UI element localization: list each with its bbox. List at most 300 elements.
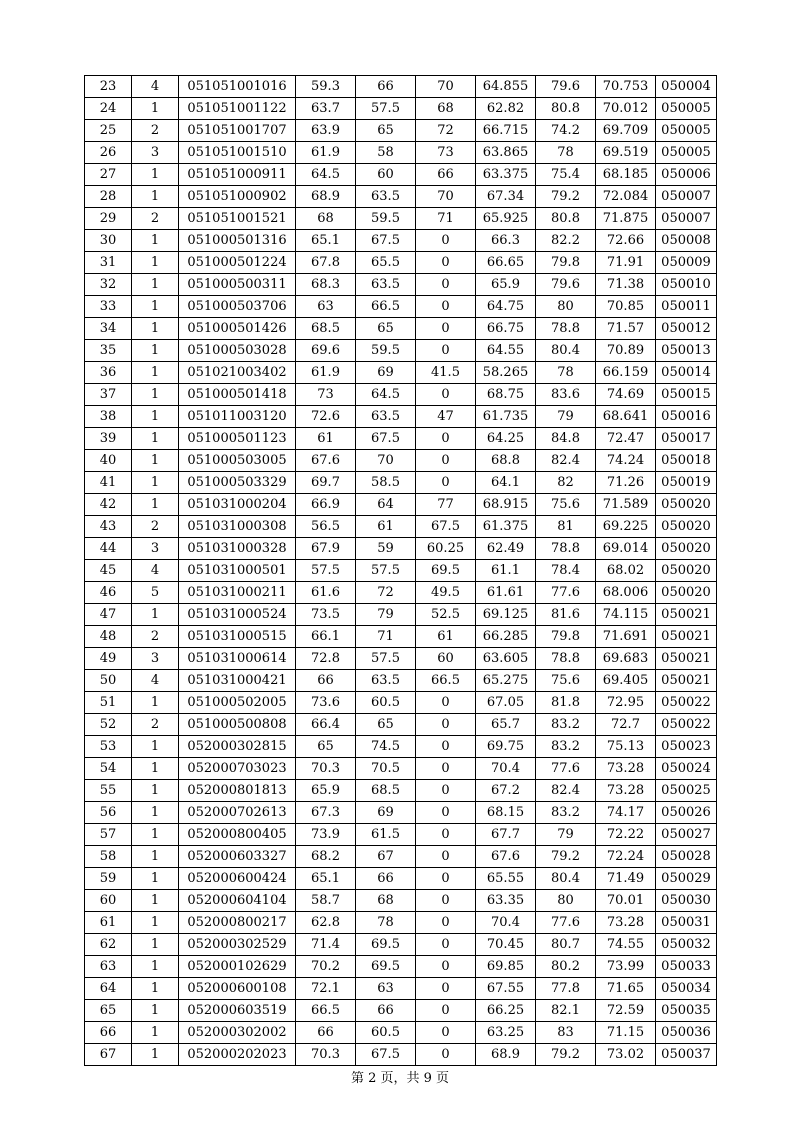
- interview-score-cell: 81: [536, 516, 596, 538]
- exam-id-cell: 051031000211: [179, 582, 296, 604]
- score-b-cell: 70.5: [356, 758, 416, 780]
- table-row: [85, 538, 717, 560]
- score-c-cell: 60.25: [416, 538, 476, 560]
- score-c-cell: 52.5: [416, 604, 476, 626]
- total-score-cell: 72.084: [596, 186, 656, 208]
- total-score-cell: 69.405: [596, 670, 656, 692]
- rank-cell: 1: [132, 758, 179, 780]
- seq-cell: 43: [85, 516, 132, 538]
- rank-cell: 1: [132, 978, 179, 1000]
- score-b-cell: 67.5: [356, 1044, 416, 1066]
- exam-id-cell: 051000500808: [179, 714, 296, 736]
- interview-score-cell: 79.2: [536, 846, 596, 868]
- seq-cell: 33: [85, 296, 132, 318]
- interview-score-cell: 83.2: [536, 736, 596, 758]
- exam-id-cell: 051031000421: [179, 670, 296, 692]
- seq-cell: 29: [85, 208, 132, 230]
- score-a-cell: 64.5: [296, 164, 356, 186]
- score-c-cell: 0: [416, 714, 476, 736]
- position-code-cell: 050033: [656, 956, 717, 978]
- score-b-cell: 79: [356, 604, 416, 626]
- rank-cell: 1: [132, 252, 179, 274]
- table-row: [85, 450, 717, 472]
- table-row: [85, 406, 717, 428]
- score-a-cell: 67.3: [296, 802, 356, 824]
- score-a-cell: 61: [296, 428, 356, 450]
- score-c-cell: 66.5: [416, 670, 476, 692]
- score-b-cell: 69: [356, 362, 416, 384]
- exam-id-cell: 051051000911: [179, 164, 296, 186]
- table-row: [85, 626, 717, 648]
- seq-cell: 47: [85, 604, 132, 626]
- total-score-cell: 74.17: [596, 802, 656, 824]
- written-score-cell: 67.55: [476, 978, 536, 1000]
- interview-score-cell: 80: [536, 296, 596, 318]
- position-code-cell: 050020: [656, 560, 717, 582]
- score-a-cell: 66: [296, 1022, 356, 1044]
- written-score-cell: 64.75: [476, 296, 536, 318]
- rank-cell: 2: [132, 208, 179, 230]
- seq-cell: 39: [85, 428, 132, 450]
- position-code-cell: 050026: [656, 802, 717, 824]
- written-score-cell: 67.2: [476, 780, 536, 802]
- table-row: [85, 230, 717, 252]
- seq-cell: 58: [85, 846, 132, 868]
- score-a-cell: 59.3: [296, 76, 356, 98]
- table-row: [85, 670, 717, 692]
- written-score-cell: 62.49: [476, 538, 536, 560]
- total-score-cell: 72.59: [596, 1000, 656, 1022]
- total-score-cell: 71.38: [596, 274, 656, 296]
- total-score-cell: 74.55: [596, 934, 656, 956]
- exam-id-cell: 051031000515: [179, 626, 296, 648]
- score-b-cell: 59.5: [356, 208, 416, 230]
- total-score-cell: 70.89: [596, 340, 656, 362]
- total-score-cell: 72.95: [596, 692, 656, 714]
- rank-cell: 1: [132, 296, 179, 318]
- interview-score-cell: 79.8: [536, 626, 596, 648]
- written-score-cell: 67.05: [476, 692, 536, 714]
- score-c-cell: 0: [416, 384, 476, 406]
- exam-id-cell: 051031000308: [179, 516, 296, 538]
- interview-score-cell: 79: [536, 406, 596, 428]
- score-c-cell: 0: [416, 296, 476, 318]
- position-code-cell: 050024: [656, 758, 717, 780]
- score-a-cell: 65: [296, 736, 356, 758]
- score-c-cell: 0: [416, 318, 476, 340]
- written-score-cell: 66.25: [476, 1000, 536, 1022]
- table-row: [85, 1000, 717, 1022]
- score-a-cell: 73.9: [296, 824, 356, 846]
- score-b-cell: 68: [356, 890, 416, 912]
- interview-score-cell: 79: [536, 824, 596, 846]
- total-score-cell: 69.519: [596, 142, 656, 164]
- score-b-cell: 61: [356, 516, 416, 538]
- total-score-cell: 70.753: [596, 76, 656, 98]
- table-row: [85, 912, 717, 934]
- written-score-cell: 69.85: [476, 956, 536, 978]
- exam-id-cell: 051000501418: [179, 384, 296, 406]
- score-b-cell: 63.5: [356, 406, 416, 428]
- written-score-cell: 63.865: [476, 142, 536, 164]
- table-row: [85, 252, 717, 274]
- position-code-cell: 050020: [656, 494, 717, 516]
- table-row: [85, 956, 717, 978]
- score-a-cell: 70.2: [296, 956, 356, 978]
- rank-cell: 1: [132, 274, 179, 296]
- total-score-cell: 71.91: [596, 252, 656, 274]
- score-b-cell: 68.5: [356, 780, 416, 802]
- written-score-cell: 65.925: [476, 208, 536, 230]
- table-row: [85, 494, 717, 516]
- rank-cell: 1: [132, 428, 179, 450]
- score-b-cell: 61.5: [356, 824, 416, 846]
- seq-cell: 26: [85, 142, 132, 164]
- exam-id-cell: 052000603327: [179, 846, 296, 868]
- interview-score-cell: 79.8: [536, 252, 596, 274]
- written-score-cell: 69.75: [476, 736, 536, 758]
- table-row: [85, 340, 717, 362]
- score-b-cell: 69.5: [356, 956, 416, 978]
- exam-id-cell: 051051001521: [179, 208, 296, 230]
- rank-cell: 5: [132, 582, 179, 604]
- written-score-cell: 66.715: [476, 120, 536, 142]
- total-score-cell: 69.709: [596, 120, 656, 142]
- seq-cell: 57: [85, 824, 132, 846]
- score-b-cell: 58: [356, 142, 416, 164]
- table-row: [85, 1044, 717, 1066]
- interview-score-cell: 79.6: [536, 76, 596, 98]
- exam-id-cell: 052000604104: [179, 890, 296, 912]
- seq-cell: 60: [85, 890, 132, 912]
- score-a-cell: 61.9: [296, 142, 356, 164]
- score-c-cell: 0: [416, 252, 476, 274]
- score-a-cell: 69.6: [296, 340, 356, 362]
- total-score-cell: 71.691: [596, 626, 656, 648]
- total-score-cell: 66.159: [596, 362, 656, 384]
- position-code-cell: 050005: [656, 142, 717, 164]
- score-c-cell: 0: [416, 868, 476, 890]
- exam-id-cell: 051051001016: [179, 76, 296, 98]
- interview-score-cell: 77.6: [536, 758, 596, 780]
- seq-cell: 37: [85, 384, 132, 406]
- score-a-cell: 70.3: [296, 758, 356, 780]
- interview-score-cell: 79.2: [536, 1044, 596, 1066]
- interview-score-cell: 80.8: [536, 98, 596, 120]
- exam-id-cell: 051000503028: [179, 340, 296, 362]
- position-code-cell: 050023: [656, 736, 717, 758]
- rank-cell: 1: [132, 384, 179, 406]
- position-code-cell: 050037: [656, 1044, 717, 1066]
- table-row: [85, 186, 717, 208]
- score-b-cell: 60.5: [356, 1022, 416, 1044]
- rank-cell: 2: [132, 626, 179, 648]
- rank-cell: 4: [132, 670, 179, 692]
- score-c-cell: 0: [416, 340, 476, 362]
- exam-id-cell: 051000503005: [179, 450, 296, 472]
- rank-cell: 1: [132, 230, 179, 252]
- score-c-cell: 0: [416, 912, 476, 934]
- rank-cell: 1: [132, 450, 179, 472]
- exam-id-cell: 051031000614: [179, 648, 296, 670]
- interview-score-cell: 80.2: [536, 956, 596, 978]
- score-b-cell: 66: [356, 76, 416, 98]
- interview-score-cell: 75.4: [536, 164, 596, 186]
- position-code-cell: 050020: [656, 516, 717, 538]
- table-row: [85, 142, 717, 164]
- total-score-cell: 69.225: [596, 516, 656, 538]
- seq-cell: 35: [85, 340, 132, 362]
- score-a-cell: 62.8: [296, 912, 356, 934]
- table-row: [85, 758, 717, 780]
- seq-cell: 42: [85, 494, 132, 516]
- rank-cell: 1: [132, 1022, 179, 1044]
- seq-cell: 52: [85, 714, 132, 736]
- rank-cell: 2: [132, 714, 179, 736]
- score-a-cell: 66.5: [296, 1000, 356, 1022]
- seq-cell: 66: [85, 1022, 132, 1044]
- score-c-cell: 0: [416, 824, 476, 846]
- score-c-cell: 0: [416, 890, 476, 912]
- interview-score-cell: 78.8: [536, 318, 596, 340]
- exam-id-cell: 052000800217: [179, 912, 296, 934]
- total-score-cell: 69.683: [596, 648, 656, 670]
- written-score-cell: 66.75: [476, 318, 536, 340]
- seq-cell: 63: [85, 956, 132, 978]
- written-score-cell: 69.125: [476, 604, 536, 626]
- exam-id-cell: 052000202023: [179, 1044, 296, 1066]
- page-footer: 第 2 页，共 9 页: [350, 1071, 450, 1086]
- score-c-cell: 72: [416, 120, 476, 142]
- score-a-cell: 66.1: [296, 626, 356, 648]
- interview-score-cell: 83: [536, 1022, 596, 1044]
- rank-cell: 1: [132, 956, 179, 978]
- table-row: [85, 164, 717, 186]
- rank-cell: 1: [132, 494, 179, 516]
- written-score-cell: 66.65: [476, 252, 536, 274]
- total-score-cell: 68.006: [596, 582, 656, 604]
- written-score-cell: 61.61: [476, 582, 536, 604]
- rank-cell: 1: [132, 692, 179, 714]
- total-score-cell: 72.66: [596, 230, 656, 252]
- written-score-cell: 65.7: [476, 714, 536, 736]
- written-score-cell: 68.15: [476, 802, 536, 824]
- written-score-cell: 64.55: [476, 340, 536, 362]
- written-score-cell: 61.735: [476, 406, 536, 428]
- rank-cell: 1: [132, 318, 179, 340]
- position-code-cell: 050015: [656, 384, 717, 406]
- score-c-cell: 0: [416, 274, 476, 296]
- score-b-cell: 66: [356, 868, 416, 890]
- rank-cell: 1: [132, 604, 179, 626]
- table-row: [85, 648, 717, 670]
- written-score-cell: 70.45: [476, 934, 536, 956]
- interview-score-cell: 82.4: [536, 780, 596, 802]
- table-row: [85, 1022, 717, 1044]
- interview-score-cell: 84.8: [536, 428, 596, 450]
- rank-cell: 4: [132, 560, 179, 582]
- exam-id-cell: 052000302815: [179, 736, 296, 758]
- interview-score-cell: 77.6: [536, 912, 596, 934]
- score-b-cell: 63.5: [356, 274, 416, 296]
- score-c-cell: 0: [416, 846, 476, 868]
- table-row: [85, 428, 717, 450]
- position-code-cell: 050018: [656, 450, 717, 472]
- total-score-cell: 68.641: [596, 406, 656, 428]
- exam-id-cell: 052000703023: [179, 758, 296, 780]
- score-a-cell: 71.4: [296, 934, 356, 956]
- score-b-cell: 74.5: [356, 736, 416, 758]
- exam-id-cell: 052000801813: [179, 780, 296, 802]
- exam-id-cell: 051031000204: [179, 494, 296, 516]
- total-score-cell: 70.012: [596, 98, 656, 120]
- seq-cell: 65: [85, 1000, 132, 1022]
- table-row: [85, 890, 717, 912]
- exam-id-cell: 051000501123: [179, 428, 296, 450]
- interview-score-cell: 81.8: [536, 692, 596, 714]
- table-row: [85, 296, 717, 318]
- interview-score-cell: 78.8: [536, 538, 596, 560]
- rank-cell: 3: [132, 648, 179, 670]
- rank-cell: 4: [132, 76, 179, 98]
- position-code-cell: 050027: [656, 824, 717, 846]
- seq-cell: 48: [85, 626, 132, 648]
- written-score-cell: 67.34: [476, 186, 536, 208]
- table-row: [85, 780, 717, 802]
- position-code-cell: 050007: [656, 208, 717, 230]
- table-row: [85, 934, 717, 956]
- written-score-cell: 65.9: [476, 274, 536, 296]
- score-c-cell: 60: [416, 648, 476, 670]
- position-code-cell: 050025: [656, 780, 717, 802]
- score-a-cell: 72.1: [296, 978, 356, 1000]
- written-score-cell: 70.4: [476, 912, 536, 934]
- position-code-cell: 050022: [656, 714, 717, 736]
- exam-id-cell: 051021003402: [179, 362, 296, 384]
- total-score-cell: 74.24: [596, 450, 656, 472]
- total-score-cell: 72.24: [596, 846, 656, 868]
- exam-id-cell: 051000503706: [179, 296, 296, 318]
- score-c-cell: 0: [416, 1000, 476, 1022]
- interview-score-cell: 81.6: [536, 604, 596, 626]
- seq-cell: 40: [85, 450, 132, 472]
- written-score-cell: 68.9: [476, 1044, 536, 1066]
- position-code-cell: 050034: [656, 978, 717, 1000]
- score-b-cell: 63.5: [356, 186, 416, 208]
- score-c-cell: 41.5: [416, 362, 476, 384]
- interview-score-cell: 75.6: [536, 670, 596, 692]
- score-a-cell: 72.8: [296, 648, 356, 670]
- table-row: [85, 846, 717, 868]
- rank-cell: 1: [132, 934, 179, 956]
- written-score-cell: 63.375: [476, 164, 536, 186]
- score-b-cell: 65: [356, 714, 416, 736]
- interview-score-cell: 82: [536, 472, 596, 494]
- score-c-cell: 0: [416, 1044, 476, 1066]
- seq-cell: 53: [85, 736, 132, 758]
- exam-id-cell: 051051001510: [179, 142, 296, 164]
- position-code-cell: 050030: [656, 890, 717, 912]
- rank-cell: 1: [132, 340, 179, 362]
- score-b-cell: 70: [356, 450, 416, 472]
- written-score-cell: 61.375: [476, 516, 536, 538]
- interview-score-cell: 79.6: [536, 274, 596, 296]
- score-c-cell: 0: [416, 472, 476, 494]
- rank-cell: 1: [132, 1000, 179, 1022]
- interview-score-cell: 80: [536, 890, 596, 912]
- score-c-cell: 0: [416, 692, 476, 714]
- table-row: [85, 824, 717, 846]
- position-code-cell: 050020: [656, 582, 717, 604]
- written-score-cell: 68.8: [476, 450, 536, 472]
- rank-cell: 1: [132, 868, 179, 890]
- exam-id-cell: 052000302529: [179, 934, 296, 956]
- exam-id-cell: 051031000524: [179, 604, 296, 626]
- interview-score-cell: 83.6: [536, 384, 596, 406]
- interview-score-cell: 74.2: [536, 120, 596, 142]
- interview-score-cell: 80.4: [536, 340, 596, 362]
- seq-cell: 31: [85, 252, 132, 274]
- seq-cell: 54: [85, 758, 132, 780]
- written-score-cell: 61.1: [476, 560, 536, 582]
- score-c-cell: 0: [416, 1022, 476, 1044]
- table-row: [85, 582, 717, 604]
- total-score-cell: 71.589: [596, 494, 656, 516]
- table-row: [85, 692, 717, 714]
- position-code-cell: 050010: [656, 274, 717, 296]
- position-code-cell: 050004: [656, 76, 717, 98]
- score-c-cell: 0: [416, 736, 476, 758]
- score-a-cell: 66.9: [296, 494, 356, 516]
- interview-score-cell: 82.2: [536, 230, 596, 252]
- seq-cell: 55: [85, 780, 132, 802]
- score-c-cell: 0: [416, 450, 476, 472]
- score-a-cell: 73: [296, 384, 356, 406]
- exam-id-cell: 052000302002: [179, 1022, 296, 1044]
- score-c-cell: 0: [416, 428, 476, 450]
- position-code-cell: 050013: [656, 340, 717, 362]
- table-row: [85, 714, 717, 736]
- exam-id-cell: 051051001122: [179, 98, 296, 120]
- rank-cell: 1: [132, 472, 179, 494]
- exam-id-cell: 051051001707: [179, 120, 296, 142]
- position-code-cell: 050009: [656, 252, 717, 274]
- score-a-cell: 68: [296, 208, 356, 230]
- score-b-cell: 67.5: [356, 230, 416, 252]
- score-a-cell: 69.7: [296, 472, 356, 494]
- written-score-cell: 66.3: [476, 230, 536, 252]
- rank-cell: 1: [132, 846, 179, 868]
- position-code-cell: 050021: [656, 626, 717, 648]
- score-b-cell: 65: [356, 318, 416, 340]
- position-code-cell: 050006: [656, 164, 717, 186]
- score-a-cell: 56.5: [296, 516, 356, 538]
- interview-score-cell: 83.2: [536, 802, 596, 824]
- written-score-cell: 58.265: [476, 362, 536, 384]
- position-code-cell: 050035: [656, 1000, 717, 1022]
- position-code-cell: 050028: [656, 846, 717, 868]
- rank-cell: 1: [132, 890, 179, 912]
- table-row: [85, 208, 717, 230]
- score-c-cell: 0: [416, 758, 476, 780]
- exam-id-cell: 051000501224: [179, 252, 296, 274]
- rank-cell: 1: [132, 802, 179, 824]
- score-a-cell: 65.9: [296, 780, 356, 802]
- rank-cell: 1: [132, 780, 179, 802]
- total-score-cell: 72.22: [596, 824, 656, 846]
- score-c-cell: 70: [416, 186, 476, 208]
- score-b-cell: 66.5: [356, 296, 416, 318]
